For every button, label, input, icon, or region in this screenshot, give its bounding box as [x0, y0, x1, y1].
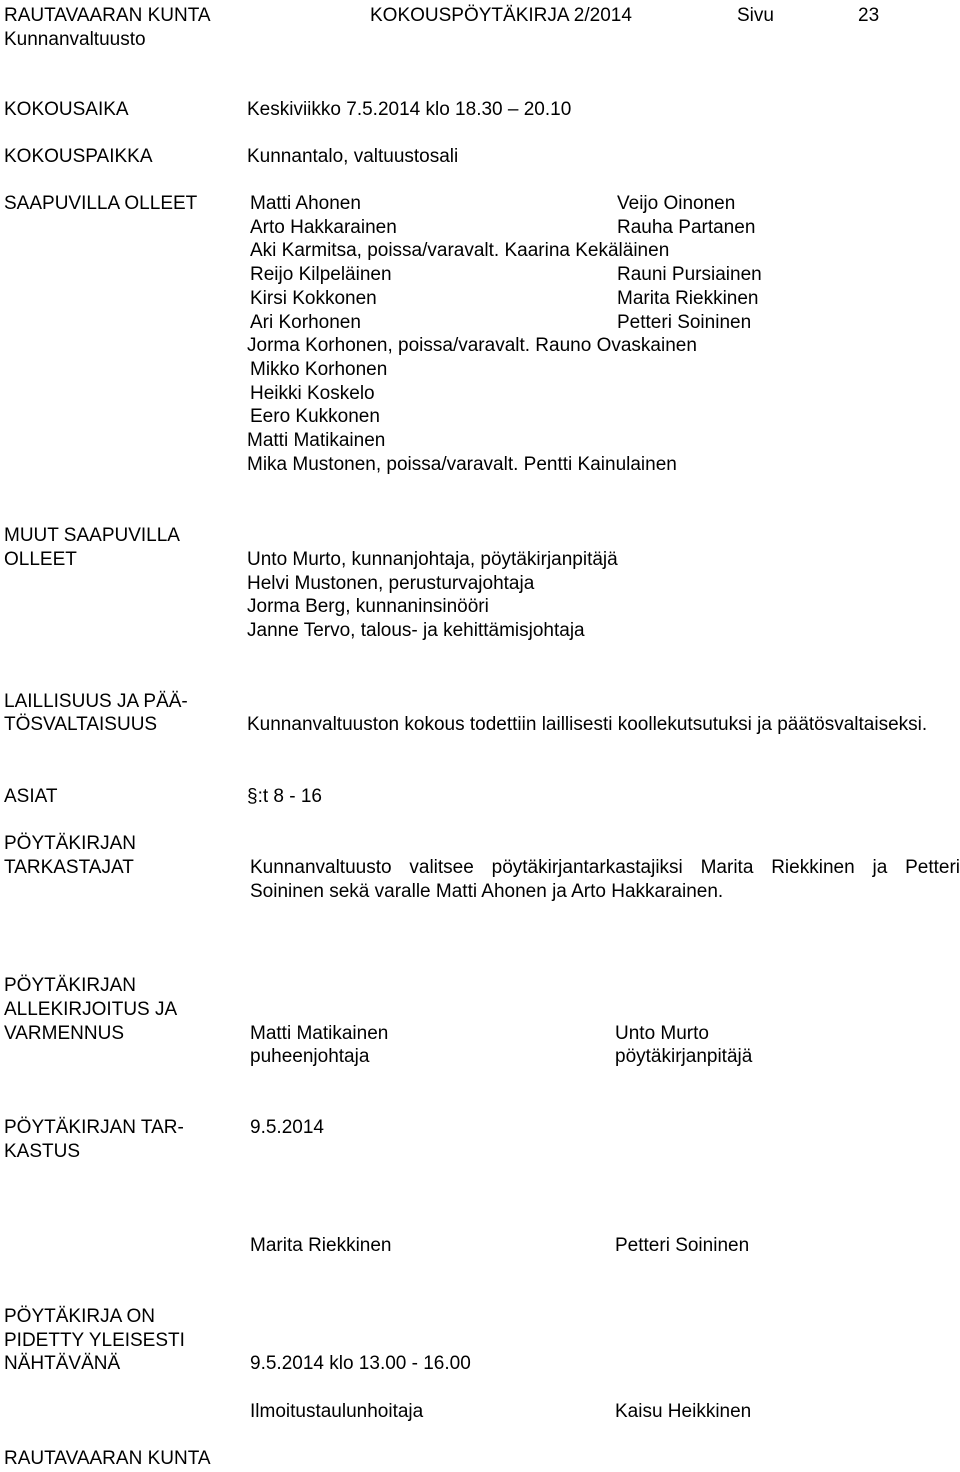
- attendee-right: Petteri Soininen: [617, 312, 752, 333]
- secretary-name: Unto Murto: [615, 1023, 709, 1044]
- attendee-left: Heikki Koskelo: [250, 383, 375, 404]
- meeting-time-label: KOKOUSAIKA: [4, 99, 129, 120]
- signatures-label: ALLEKIRJOITUS JA: [4, 999, 178, 1020]
- footer-org: RAUTAVAARAN KUNTA: [4, 1448, 211, 1469]
- header-body: Kunnanvaltuusto: [4, 29, 146, 50]
- signatures-label: VARMENNUS: [4, 1023, 124, 1044]
- matters-value: §:t 8 - 16: [247, 786, 322, 807]
- chair-role: puheenjohtaja: [250, 1046, 370, 1067]
- attendee-left: Eero Kukkonen: [250, 406, 380, 427]
- inspectors-text: Kunnanvaltuusto valitsee pöytäkirjantarkastajiksi Marita Riekkinen ja Petteri Soininen sekä varalle Matti Ahonen ja Arto Hakkarainen.: [250, 857, 960, 902]
- chair-name: Matti Matikainen: [250, 1023, 389, 1044]
- other-attendee: Janne Tervo, talous- ja kehittämisjohtaja: [247, 620, 585, 641]
- attendee-right: Marita Riekkinen: [617, 288, 759, 309]
- attendee-left: Aki Karmitsa, poissa/varavalt. Kaarina Kekäläinen: [250, 240, 670, 261]
- other-attendee: Jorma Berg, kunnaninsinööri: [247, 596, 489, 617]
- inspectors-label: TARKASTAJAT: [4, 857, 134, 878]
- signatures-label: PÖYTÄKIRJAN: [4, 975, 136, 996]
- attendee-left: Reijo Kilpeläinen: [250, 264, 392, 285]
- header-page-number: 23: [858, 5, 880, 26]
- legality-label: LAILLISUUS JA PÄÄ-: [4, 691, 188, 712]
- attendee-left: Matti Matikainen: [247, 430, 386, 451]
- attendee-right: Rauni Pursiainen: [617, 264, 762, 285]
- attendee-left: Arto Hakkarainen: [250, 217, 397, 238]
- other-attendee: Unto Murto, kunnanjohtaja, pöytäkirjanpitäjä: [247, 549, 618, 570]
- header-doc-title: KOKOUSPÖYTÄKIRJA 2/2014: [370, 5, 632, 26]
- attendee-left: Kirsi Kokkonen: [250, 288, 377, 309]
- meeting-place-value: Kunnantalo, valtuustosali: [247, 146, 459, 167]
- attendee-right: Rauha Partanen: [617, 217, 756, 238]
- review-label: KASTUS: [4, 1141, 81, 1162]
- attendees-label: SAAPUVILLA OLLEET: [4, 193, 198, 214]
- inspectors-label: PÖYTÄKIRJAN: [4, 833, 136, 854]
- public-label: PIDETTY YLEISESTI: [4, 1330, 185, 1351]
- meeting-time-value: Keskiviikko 7.5.2014 klo 18.30 – 20.10: [247, 99, 572, 120]
- others-label: OLLEET: [4, 549, 77, 570]
- attendee-left: Jorma Korhonen, poissa/varavalt. Rauno Ovaskainen: [247, 335, 697, 356]
- attendee-left: Matti Ahonen: [250, 193, 361, 214]
- attendee-left: Ari Korhonen: [250, 312, 361, 333]
- attendee-left: Mikko Korhonen: [250, 359, 388, 380]
- secretary-role: pöytäkirjanpitäjä: [615, 1046, 753, 1067]
- review-inspector: Marita Riekkinen: [250, 1235, 392, 1256]
- public-time: 9.5.2014 klo 13.00 - 16.00: [250, 1353, 471, 1374]
- public-label: NÄHTÄVÄNÄ: [4, 1353, 121, 1374]
- header-page-label: Sivu: [737, 5, 774, 26]
- review-inspector: Petteri Soininen: [615, 1235, 750, 1256]
- board-keeper-label: Ilmoitustaulunhoitaja: [250, 1401, 424, 1422]
- other-attendee: Helvi Mustonen, perusturvajohtaja: [247, 573, 535, 594]
- board-keeper-name: Kaisu Heikkinen: [615, 1401, 752, 1422]
- attendee-left: Mika Mustonen, poissa/varavalt. Pentti Kainulainen: [247, 454, 677, 475]
- review-date: 9.5.2014: [250, 1117, 324, 1138]
- public-label: PÖYTÄKIRJA ON: [4, 1306, 155, 1327]
- legality-text: Kunnanvaltuuston kokous todettiin laillisesti koollekutsutuksi ja päätösvaltaiseksi.: [247, 714, 928, 735]
- legality-label: TÖSVALTAISUUS: [4, 714, 158, 735]
- review-label: PÖYTÄKIRJAN TAR-: [4, 1117, 184, 1138]
- attendee-right: Veijo Oinonen: [617, 193, 736, 214]
- matters-label: ASIAT: [4, 786, 58, 807]
- header-org: RAUTAVAARAN KUNTA: [4, 5, 211, 26]
- meeting-place-label: KOKOUSPAIKKA: [4, 146, 153, 167]
- others-label: MUUT SAAPUVILLA: [4, 525, 180, 546]
